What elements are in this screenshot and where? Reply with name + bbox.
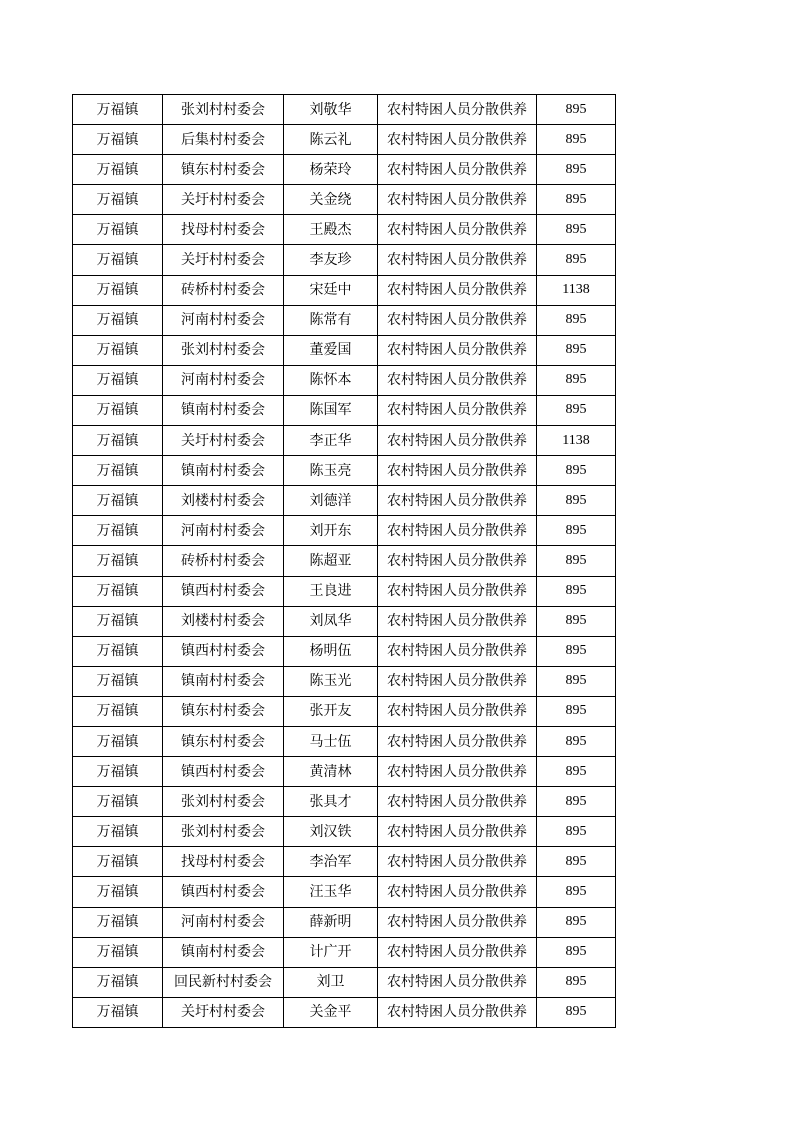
amount-cell: 1138 [537,426,616,456]
town-cell: 万福镇 [73,185,163,215]
amount-cell: 895 [537,245,616,275]
name-cell: 刘凤华 [284,606,378,636]
town-cell: 万福镇 [73,877,163,907]
category-cell: 农村特困人员分散供养 [378,486,537,516]
name-cell: 董爱国 [284,335,378,365]
amount-cell: 895 [537,726,616,756]
table-row [73,696,616,726]
amount-cell: 895 [537,125,616,155]
category-cell: 农村特困人员分散供养 [378,967,537,997]
amount-cell: 895 [537,937,616,967]
category-cell: 农村特困人员分散供养 [378,335,537,365]
name-cell: 李治军 [284,847,378,877]
category-cell: 农村特困人员分散供养 [378,395,537,425]
village-committee-cell: 关圩村村委会 [163,997,284,1027]
village-committee-cell: 河南村村委会 [163,907,284,937]
table-row [73,937,616,967]
name-cell: 张开友 [284,696,378,726]
town-cell: 万福镇 [73,546,163,576]
amount-cell: 895 [537,155,616,185]
village-committee-cell: 刘楼村村委会 [163,486,284,516]
category-cell: 农村特困人员分散供养 [378,937,537,967]
amount-cell: 895 [537,696,616,726]
table-row [73,666,616,696]
table-body [73,95,616,1028]
table-row [73,155,616,185]
table-row [73,185,616,215]
name-cell: 陈怀本 [284,365,378,395]
amount-cell: 895 [537,817,616,847]
village-committee-cell: 后集村村委会 [163,125,284,155]
table-row [73,997,616,1027]
amount-cell: 895 [537,576,616,606]
village-committee-cell: 关圩村村委会 [163,185,284,215]
name-cell: 刘敬华 [284,95,378,125]
beneficiary-table [72,94,616,1028]
town-cell: 万福镇 [73,666,163,696]
category-cell: 农村特困人员分散供养 [378,636,537,666]
name-cell: 宋廷中 [284,275,378,305]
name-cell: 陈云礼 [284,125,378,155]
amount-cell: 895 [537,636,616,666]
amount-cell: 895 [537,95,616,125]
village-committee-cell: 砖桥村村委会 [163,275,284,305]
name-cell: 关金绕 [284,185,378,215]
category-cell: 农村特困人员分散供养 [378,95,537,125]
amount-cell: 895 [537,847,616,877]
name-cell: 杨荣玲 [284,155,378,185]
category-cell: 农村特困人员分散供养 [378,666,537,696]
amount-cell: 895 [537,606,616,636]
village-committee-cell: 张刘村村委会 [163,817,284,847]
category-cell: 农村特困人员分散供养 [378,275,537,305]
table-row [73,215,616,245]
village-committee-cell: 镇南村村委会 [163,937,284,967]
table-row [73,907,616,937]
village-committee-cell: 刘楼村村委会 [163,606,284,636]
village-committee-cell: 河南村村委会 [163,516,284,546]
amount-cell: 895 [537,877,616,907]
category-cell: 农村特困人员分散供养 [378,817,537,847]
village-committee-cell: 回民新村村委会 [163,967,284,997]
amount-cell: 895 [537,787,616,817]
category-cell: 农村特困人员分散供养 [378,155,537,185]
name-cell: 刘德洋 [284,486,378,516]
category-cell: 农村特困人员分散供养 [378,516,537,546]
category-cell: 农村特困人员分散供养 [378,877,537,907]
village-committee-cell: 张刘村村委会 [163,335,284,365]
village-committee-cell: 镇东村村委会 [163,155,284,185]
table-row [73,335,616,365]
town-cell: 万福镇 [73,365,163,395]
village-committee-cell: 找母村村委会 [163,215,284,245]
town-cell: 万福镇 [73,155,163,185]
town-cell: 万福镇 [73,95,163,125]
name-cell: 王良进 [284,576,378,606]
name-cell: 汪玉华 [284,877,378,907]
amount-cell: 895 [537,997,616,1027]
village-committee-cell: 镇西村村委会 [163,757,284,787]
category-cell: 农村特困人员分散供养 [378,847,537,877]
village-committee-cell: 砖桥村村委会 [163,546,284,576]
name-cell: 薛新明 [284,907,378,937]
table-row [73,275,616,305]
name-cell: 张具才 [284,787,378,817]
amount-cell: 895 [537,757,616,787]
amount-cell: 895 [537,335,616,365]
table-row [73,305,616,335]
town-cell: 万福镇 [73,516,163,546]
amount-cell: 895 [537,215,616,245]
name-cell: 陈玉亮 [284,456,378,486]
amount-cell: 895 [537,486,616,516]
village-committee-cell: 关圩村村委会 [163,426,284,456]
town-cell: 万福镇 [73,606,163,636]
village-committee-cell: 镇东村村委会 [163,696,284,726]
name-cell: 刘卫 [284,967,378,997]
name-cell: 陈玉光 [284,666,378,696]
category-cell: 农村特困人员分散供养 [378,576,537,606]
amount-cell: 895 [537,305,616,335]
category-cell: 农村特困人员分散供养 [378,215,537,245]
table-row [73,365,616,395]
name-cell: 李友珍 [284,245,378,275]
table-row [73,606,616,636]
town-cell: 万福镇 [73,997,163,1027]
category-cell: 农村特困人员分散供养 [378,185,537,215]
town-cell: 万福镇 [73,456,163,486]
category-cell: 农村特困人员分散供养 [378,606,537,636]
table-row [73,95,616,125]
category-cell: 农村特困人员分散供养 [378,696,537,726]
category-cell: 农村特困人员分散供养 [378,997,537,1027]
category-cell: 农村特困人员分散供养 [378,426,537,456]
town-cell: 万福镇 [73,726,163,756]
amount-cell: 895 [537,185,616,215]
name-cell: 陈国军 [284,395,378,425]
amount-cell: 895 [537,546,616,576]
table-row [73,546,616,576]
village-committee-cell: 镇东村村委会 [163,726,284,756]
table-row [73,817,616,847]
town-cell: 万福镇 [73,305,163,335]
town-cell: 万福镇 [73,426,163,456]
village-committee-cell: 张刘村村委会 [163,787,284,817]
town-cell: 万福镇 [73,817,163,847]
name-cell: 王殿杰 [284,215,378,245]
table-row [73,877,616,907]
amount-cell: 1138 [537,275,616,305]
amount-cell: 895 [537,516,616,546]
town-cell: 万福镇 [73,576,163,606]
name-cell: 刘开东 [284,516,378,546]
village-committee-cell: 河南村村委会 [163,365,284,395]
village-committee-cell: 镇南村村委会 [163,395,284,425]
table-row [73,636,616,666]
town-cell: 万福镇 [73,636,163,666]
town-cell: 万福镇 [73,215,163,245]
town-cell: 万福镇 [73,486,163,516]
name-cell: 刘汉铁 [284,817,378,847]
table-row [73,967,616,997]
name-cell: 关金平 [284,997,378,1027]
town-cell: 万福镇 [73,395,163,425]
village-committee-cell: 河南村村委会 [163,305,284,335]
table-row [73,847,616,877]
town-cell: 万福镇 [73,245,163,275]
town-cell: 万福镇 [73,275,163,305]
town-cell: 万福镇 [73,907,163,937]
category-cell: 农村特困人员分散供养 [378,365,537,395]
town-cell: 万福镇 [73,757,163,787]
table-row [73,787,616,817]
table-row [73,426,616,456]
table-row [73,516,616,546]
amount-cell: 895 [537,365,616,395]
town-cell: 万福镇 [73,937,163,967]
town-cell: 万福镇 [73,696,163,726]
town-cell: 万福镇 [73,335,163,365]
town-cell: 万福镇 [73,967,163,997]
table-row [73,245,616,275]
name-cell: 计广开 [284,937,378,967]
amount-cell: 895 [537,967,616,997]
table-row [73,395,616,425]
name-cell: 李正华 [284,426,378,456]
amount-cell: 895 [537,395,616,425]
village-committee-cell: 镇西村村委会 [163,877,284,907]
table-row [73,456,616,486]
village-committee-cell: 镇西村村委会 [163,636,284,666]
table-row [73,486,616,516]
amount-cell: 895 [537,907,616,937]
category-cell: 农村特困人员分散供养 [378,125,537,155]
category-cell: 农村特困人员分散供养 [378,907,537,937]
name-cell: 陈超亚 [284,546,378,576]
village-committee-cell: 关圩村村委会 [163,245,284,275]
name-cell: 黄清林 [284,757,378,787]
category-cell: 农村特困人员分散供养 [378,757,537,787]
amount-cell: 895 [537,666,616,696]
name-cell: 马士伍 [284,726,378,756]
category-cell: 农村特困人员分散供养 [378,456,537,486]
village-committee-cell: 找母村村委会 [163,847,284,877]
village-committee-cell: 镇西村村委会 [163,576,284,606]
table-row [73,726,616,756]
village-committee-cell: 张刘村村委会 [163,95,284,125]
table-row [73,125,616,155]
category-cell: 农村特困人员分散供养 [378,305,537,335]
town-cell: 万福镇 [73,125,163,155]
amount-cell: 895 [537,456,616,486]
village-committee-cell: 镇南村村委会 [163,456,284,486]
town-cell: 万福镇 [73,787,163,817]
category-cell: 农村特困人员分散供养 [378,787,537,817]
category-cell: 农村特困人员分散供养 [378,245,537,275]
table-row [73,576,616,606]
name-cell: 杨明伍 [284,636,378,666]
village-committee-cell: 镇南村村委会 [163,666,284,696]
category-cell: 农村特困人员分散供养 [378,726,537,756]
town-cell: 万福镇 [73,847,163,877]
category-cell: 农村特困人员分散供养 [378,546,537,576]
table-row [73,757,616,787]
name-cell: 陈常有 [284,305,378,335]
